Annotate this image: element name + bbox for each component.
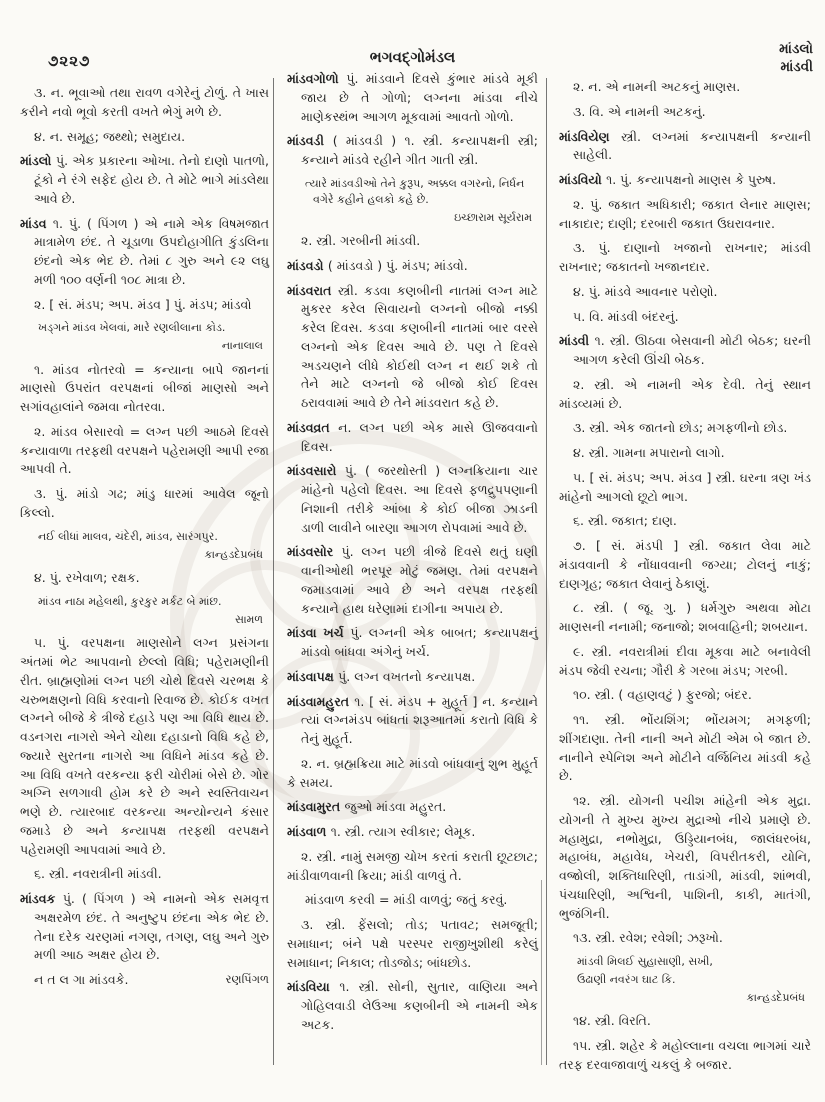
dictionary-entry: માંડવી ૧. સ્ત્રી. ઊઠવા બેસવાની મોટી બેઠક; ઘરની આગળ કરેલી ઊંચી બેઠક. <box>559 333 811 367</box>
sense-paragraph: ૫. [ સં. મંડપ; અપ. મંડવ ] સ્ત્રી. ઘરના ત્રણ ખંડ માંહેનો આગલો છૂટો ભાગ. <box>559 469 811 504</box>
dictionary-entry: માંડવરાત સ્ત્રી. કડવા કણબીની નાતમાં લગ્ન માટે મુકરર કરેલ સિવાયનો લગ્નનો બીજો નક્કી કરેલ દિવસ. કડવા કણબીની નાતમાં બાર વરસે લગ્નનો એક દિવસ આવે છે. પણ તે દિવસે અડચણને લીધે કોઈથી લગ્ન ન થઈ શકે તો તેને માટે લગ્નનો જે બીજો કોઈ દિવસ ઠરાવવામાં આવે છે તેને માંડવરાત કહે છે. <box>287 282 538 411</box>
headword: માંડવવ્રત <box>287 419 339 435</box>
dictionary-entry: માંડવિયો ૧. પું. કન્યાપક્ષનો માણસ કે પુરુષ. <box>559 172 777 187</box>
headword: માંડવિયેણ <box>559 128 622 144</box>
quotation-line: નઈ લીધાં માલવ, ચંદેરી, માંડવ, સારંગપુર. <box>38 529 218 543</box>
sense-paragraph: ૮. સ્ત્રી. ( જૂ. ગુ. ) ધર્મગુરુ અથવા મોટા માણસની નનામી; જનાજો; શબવાહિની; શબયાન. <box>559 600 811 634</box>
sense-paragraph: ૨. ન. બ્રહ્મક્રિયા માટે માંડવો બાંધવાનું શુભ મુહૂર્ત કે સમય. <box>287 755 538 790</box>
sense-paragraph: ૧૦. સ્ત્રી. ( વહાણવટું ) ફુરજો; બંદર. <box>573 687 752 703</box>
sense-paragraph: ૩. પું. માંડો ગઢ; માંડુ ધારમાં આવેલ જૂનો કિલ્લો. <box>20 486 269 520</box>
citation: નાનાલાલ <box>221 339 263 353</box>
sense-paragraph: ૫. વિ. માંડવી બંદરનું. <box>573 308 679 324</box>
dictionary-entry: માંડવવ્રત ન. લગ્ન પછી એક માસે ઊજવવાનો દિવસ. <box>287 419 538 454</box>
quotation-line: ઉઢાણી નવરંગ ઘાટ કિ. <box>577 972 676 986</box>
dictionary-entry: માંડવક પું. ( પિંગળ ) એ નામનો એક સમવૃત્ત અક્ષરમેળ છંદ. તે અનુષ્ટુપ છંદના એક ભેદ છે. તેના દરેક ચરણમાં નગણ, તગણ, લઘુ અને ગુરુ મળી આઠ અક્ષર હોય છે. <box>20 891 270 963</box>
sense-paragraph: ૨. માંડવ બેસારવો = લગ્ન પછી આઠમે દિવસે કન્યાવાળા તરફથી વરપક્ષને પહેરામણી આપી રજા આપવી તે. <box>20 423 269 477</box>
corner-word-top: માંડલો <box>779 41 813 57</box>
dictionary-entry: માંડવસોર પું. લગ્ન પછી ત્રીજે દિવસે થતું ઘણી વાનીઓથી ભરપૂર મોટું જમણ. તેમાં વરપક્ષને જમાડવામાં આવે છે અને વરપક્ષ તરફથી કન્યાને હાથ ધરેણામાં દાગીના અપાય છે. <box>287 544 538 616</box>
headword: માંડવાપક્ષ <box>287 668 339 684</box>
headword: માંડવક <box>20 891 63 907</box>
corner-guide-words <box>779 40 813 76</box>
sense-paragraph: ૩. ન. ભૂવાઓ તથા રાવળ વગેરેનું ટોળું. તે ખાસ કરીને નવો ભૂવો કરતી વખતે ભેગું મળે છે. <box>20 85 269 119</box>
headword: માંડવ <box>20 215 53 231</box>
headword: માંડવામહુરત <box>287 693 355 709</box>
sense-paragraph: ૧૨. સ્ત્રી. યોગની પચીશ માંહેની એક મુદ્રા. યોગની તે મુખ્ય મુખ્ય મુદ્રાઓ નીચે પ્રમાણે છે. મહામુદ્રા, નભોમુદ્રા, ઉડ્ડિયાનબંધ, જાલંધરબંધ, મહાબંધ, મહાવેધ, ખેચરી, વિપરીતકરી, યોનિ, વજ્રોલી, શક્તિધારિણી, તાડાંગી, માંડવી, શાંભવી, પંચધારિણી, અશ્વિની, પાશિની, કાકી, માતંગી, ભુજંગિની. <box>559 793 811 921</box>
sense-paragraph: ૨. પું. જકાત અધિકારી; જકાત લેનાર માણસ; નાકાદાર; દાણી; દરબારી જકાત ઉઘરાવનાર. <box>559 196 811 231</box>
page-title: ભગવદ્ગોમંડલ <box>369 48 456 66</box>
column-2 <box>287 70 538 1041</box>
citation: સામળ <box>235 612 263 626</box>
headword: માંડવડો <box>287 257 328 273</box>
verse-with-citation <box>20 971 269 990</box>
page-number: ૭૨૨૭ <box>48 52 91 70</box>
dictionary-entry: માંડવસારો પું. ( જરથોસ્તી ) લગ્નક્રિયાના ચાર માંહેનો પહેલો દિવસ. આ દિવસે ફળદ્રુપપણાની નિશાની તરીકે આંબા કે કોઈ બીજા ઝાડની ડાળી લાવીને બારણા આગળ રોપવામાં આવે છે. <box>287 463 538 535</box>
sense-paragraph: ૨. સ્ત્રી. એ નામની એક દેવી. તેનું સ્થાન માંડવ્યમાં છે. <box>559 376 811 411</box>
sense-paragraph: ૭. [ સં. મંડપી ] સ્ત્રી. જકાત લેવા માટે મંડાવવાની કે નોંધાવવાની જગ્યા; ટોલનું નાકું; દાણગૃહ; જકાત લેવાનું ઠેકાણું. <box>559 538 811 591</box>
headword: માંડવરાત <box>287 282 338 298</box>
quotation-line: માંડવી મિલઈ સુહાસાણી, સખી, <box>577 955 713 968</box>
sense-paragraph: ૬. સ્ત્રી. જકાત; દાણ. <box>573 513 677 529</box>
headword: માંડવાળ <box>287 824 331 840</box>
sense-paragraph: ૪. પું. માંડવે આવનાર પરોણો. <box>573 283 718 299</box>
dictionary-entry: માંડલો પું. એક પ્રકારના ઓખા. તેનો દાણો પાતળો, ટૂંકો ને રંગે સફેદ હોય છે. તે મોટે ભાગે માંડલેથા આવે છે. <box>20 153 269 206</box>
sense-paragraph: ૪. સ્ત્રી. ગામના મપારાનો લાગો. <box>573 445 725 460</box>
citation: કાન્હડદેપ્રબંધ <box>746 990 805 1004</box>
headword: માંડવા ખર્ચ <box>287 625 351 641</box>
dictionary-entry: માંડવડો ( માંડવડો ) પું. મંડપ; માંડવો. <box>287 257 468 273</box>
sense-paragraph: ૧૪. સ્ત્રી. વિરતિ. <box>573 1013 651 1029</box>
dictionary-entry: માંડવ ૧. પું. ( પિંગળ ) એ નામે એક વિષમજાત માત્રામેળ છંદ. તે ચૂડાળા ઉપદોહાગીતિ કુંડલિના છંદનો એક ભેદ છે. તેમાં ૮ ગુરુ અને ૯૨ લઘુ મળી ૧૦૦ વર્ણની ૧૦૮ માત્રા છે. <box>20 215 269 287</box>
sense-paragraph: ૨. [ સં. મંડપ; અપ. મંડવ ] પું. મંડપ; માંડવો <box>34 296 252 312</box>
headword: માંડલો <box>20 153 56 169</box>
corner-word-bottom: માંડવી <box>780 59 813 76</box>
quotation-line: ત્યારે માંડવડીઓ તેને કુરૂપ, અક્કલ વગરનો, નિર્ધન વગેરે કહીને હલકો કહે છે. <box>305 176 525 206</box>
verse-text: ન ત લ ગા માંડવકે. <box>34 972 129 988</box>
sense-paragraph: ૨. સ્ત્રી. ગરબીની માંડવી. <box>301 233 421 249</box>
headword: માંડવગોળો <box>287 71 347 86</box>
dictionary-entry: માંડવિયેણ સ્ત્રી. લગ્નમાં કન્યાપક્ષની કન્યાની સાહેલી. <box>559 128 811 163</box>
column-divider-1 <box>273 78 274 1065</box>
idiom-line: માંડવાળ કરવી = માંડી વાળવું; જતું કરવું. <box>305 892 508 908</box>
sense-paragraph: ૧૧. સ્ત્રી. ભોંયશિંગ; ભોંયમગ; મગફળી; શીંગદાણા. તેની નાની અને મોટી એમ બે જાત છે. નાનીને સ્પેનિશ અને મોટીને વર્જિનિય માંડવી કહે છે. <box>559 712 811 784</box>
dictionary-entry: માંડવાપક્ષ પું. લગ્ન વખતનો કન્યાપક્ષ. <box>287 668 476 684</box>
dictionary-entry: માંડવગોળો પું. માંડવાને દિવસે કુંભાર માંડવે મૂકી જાય છે તે ગોળો; લગ્નના માંડવા નીચે માણેકસ્થંભ આગળ મૂકવામાં આવતો ગોળો. <box>287 71 538 124</box>
sense-paragraph: ૨. સ્ત્રી. નામું સમજી ચોખ કરતાં કરાતી છૂટછાટ; માંડીવાળવાની ક્રિયા; માંડી વાળવું તે. <box>287 848 538 883</box>
column-3 <box>559 78 811 1081</box>
sense-paragraph: ૩. સ્ત્રી. એક જાતનો છોડ; મગફળીનો છોડ. <box>573 420 788 436</box>
headword: માંડવિયો <box>559 172 607 187</box>
column-divider-2 <box>546 78 547 1065</box>
sense-paragraph: ૬. સ્ત્રી. નવરાત્રીની માંડવી. <box>34 866 162 882</box>
sense-paragraph: ૧. માંડવ નોતરવો = કન્યાના બાપે જાનનાં માણસો ઉપરાંત વરપક્ષનાં બીજાં માણસો અને સગાંવહાલાંને જમવા નોતરવા. <box>20 361 269 415</box>
headword: માંડવામુરત <box>287 799 345 815</box>
dictionary-entry: માંડવાળ ૧. સ્ત્રી. ત્યાગ સ્વીકાર; લેમૂક. <box>287 824 476 840</box>
sense-paragraph: ૧૫. સ્ત્રી. શહેર કે મહોલ્લાના વચલા ભાગમાં ચારે તરફ દરવાજાવાળું ચકલું કે બજાર. <box>559 1038 811 1072</box>
dictionary-entry: માંડવા ખર્ચ પું. લગ્નની એક બાબત; કન્યાપક્ષનું માંડવો બાંધવા અંગેનું ખર્ચ. <box>287 625 538 660</box>
dictionary-entry: માંડવડી ( માંડવડી ) ૧. સ્ત્રી. કન્યાપક્ષની સ્ત્રી; કન્યાને માંડવે રહીને ગીત ગાતી સ્ત્રી. <box>287 133 539 167</box>
citation: ઇચ્છારામ સૂર્યરામ <box>454 210 532 224</box>
headword: માંડવિયા <box>287 979 340 995</box>
headword: માંડવસોર <box>287 544 342 560</box>
sense-paragraph: ૧૩. સ્ત્રી. રવેશ; રવેશી; ઝરૂખો. <box>573 930 723 946</box>
dictionary-entry: માંડવામુરત જુઓ માંડવા મહુરત. <box>287 799 447 815</box>
sense-paragraph: ૪. ન. સમૂહ; જથ્થો; સમુદાય. <box>34 128 186 144</box>
dictionary-entry: માંડવામહુરત ૧. [ સં. મંડપ + મુહૂર્ત ] ન. કન્યાને ત્યાં લગ્નમંડપ બાંધતાં શરૂઆતમાં કરાતો વિધિ કે તેનું મુહૂર્ત. <box>287 693 538 747</box>
column-divider-2-double <box>541 880 542 1065</box>
sense-paragraph: ૫. પું. વરપક્ષના માણસોને લગ્ન પ્રસંગના અંતમાં ભેટ આપવાનો છેલ્લો વિધિ; પહેરામણીની રીત. બ્રાહ્મણોમાં લગ્ન પછી ચોથે દિવસે ચરભક્ષ કે ચરુભક્ષણનો વિધિ કરવાનો રિવાજ છે. કોઈક વખત લગ્નને બીજે કે ત્રીજે દહાડે પણ આ વિધિ થાય છે. વડનગરા નાગરો એને ચોથા દહાડાનો વિધિ કહે છે, જ્યારે સુરતના નાગરો આ વિધિને માંડવ કહે છે. આ વિધિ વખતે વરકન્યા ફરી ચોરીમાં બેસે છે. ગોર અગ્નિ સળગાવી હોમ કરે છે અને સ્વસ્તિવાચન ભણે છે. ત્યારબાદ વરકન્યા અન્યોન્યને કંસાર જમાડે છે અને કન્યાપક્ષ તરફથી વરપક્ષને પહેરામણી આપવામાં આવે છે. <box>20 635 269 857</box>
citation: કાન્હડદેપ્રબંધ <box>204 547 263 561</box>
citation: રણપિંગળ <box>225 972 269 987</box>
dictionary-entry: માંડવિયા ૧. સ્ત્રી. સોની, સુતાર, વાણિયા અને ગોહિલવાડી લેઉઆ કણબીની એ નામની એક અટક. <box>287 979 538 1032</box>
sense-paragraph: ૩. સ્ત્રી. ફેંસલો; તોડ; પતાવટ; સમજૂતી; સમાધાન; બંને પક્ષે પરસ્પર રાજીખુશીથી કરેલું સમાધાન; નિકાલ; તોડજોડ; બાંધછોડ. <box>287 917 538 970</box>
headword: માંડવી <box>559 333 595 349</box>
sense-paragraph: ૨. ન. એ નામની અટકનું માણસ. <box>573 79 741 94</box>
sense-paragraph: ૩. વિ. એ નામની અટકનું. <box>573 103 706 119</box>
headword: માંડવડી <box>287 133 333 149</box>
sense-paragraph: ૩. પું. દાણાનો ખજાનો રાખનાર; માંડવી રાખનાર; જકાતનો ખજાનદાર. <box>559 240 811 274</box>
sense-paragraph: ૪. પું. રખેવાળ; રક્ષક. <box>34 570 140 586</box>
sense-paragraph: ૯. સ્ત્રી. નવરાત્રીમાં દીવા મૂકવા માટે બનાવેલી મંડપ જેવી રચના; ગૌરી કે ગરબા મંડપ; ગરબી. <box>559 643 811 678</box>
column-1 <box>20 84 269 996</box>
quotation-line: માંડવ નાઠા મહેલથી, કુરકુર મર્કટ બે માંછ. <box>38 594 222 608</box>
quotation-line: ખડ્ગને માંડવ ખેલવાં, મારે રણલીલાના કોડ. <box>38 321 226 335</box>
headword: માંડવસારો <box>287 463 345 479</box>
